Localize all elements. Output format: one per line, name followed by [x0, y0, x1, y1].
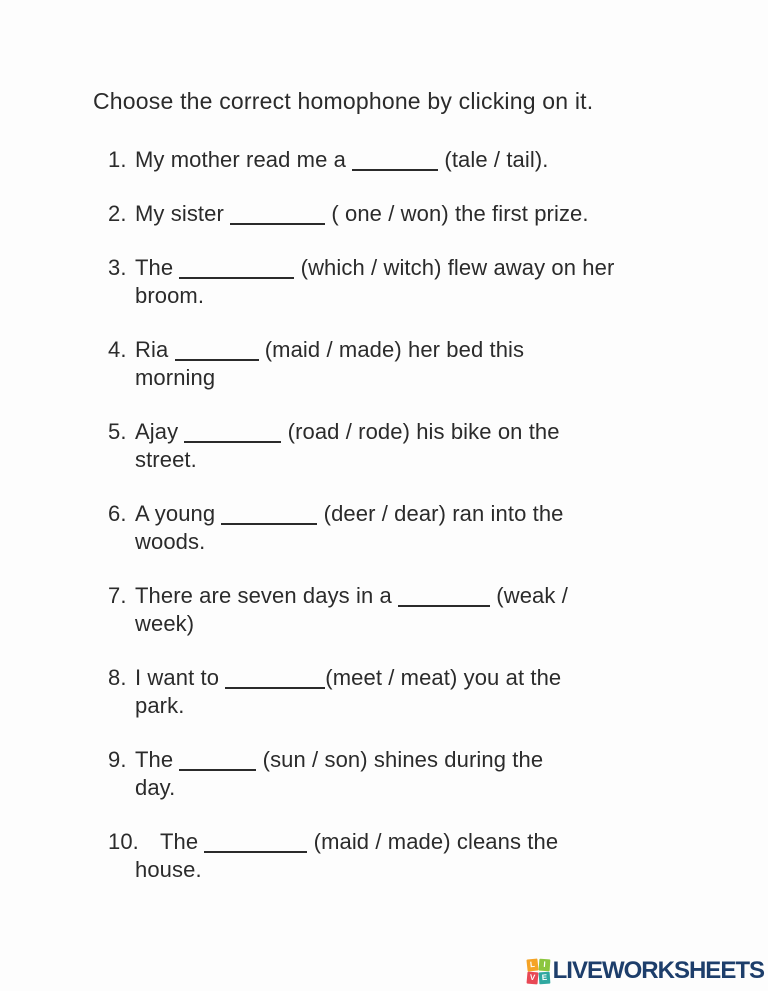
- answer-blank: [175, 339, 259, 361]
- question-item: [90, 500, 728, 556]
- homophone-choice-maid[interactable]: maid: [321, 829, 370, 854]
- homophone-choice-won[interactable]: won: [400, 201, 442, 226]
- homophone-choice-one[interactable]: one: [344, 201, 382, 226]
- homophone-choice-deer[interactable]: deer: [331, 501, 376, 526]
- answer-blank: [221, 503, 317, 525]
- homophone-choice-witch[interactable]: witch: [383, 255, 435, 280]
- question-item: [90, 418, 728, 474]
- answer-blank: [204, 831, 307, 853]
- item-text: A young (deer / dear) ran into the woods.: [135, 501, 564, 554]
- homophone-choice-dear[interactable]: dear: [394, 501, 439, 526]
- homophone-choice-which[interactable]: which: [308, 255, 365, 280]
- homophone-choice-made[interactable]: made: [338, 337, 395, 362]
- answer-blank: [225, 667, 325, 689]
- question-item: [90, 146, 728, 174]
- liveworksheets-brand-text: LIVEWORKSHEETS: [552, 957, 764, 984]
- homophone-choice-road[interactable]: road: [295, 419, 340, 444]
- logo-square-l: L: [526, 958, 538, 971]
- answer-blank: [230, 203, 325, 225]
- question-item: [90, 746, 728, 802]
- item-text: My sister ( one / won) the first prize.: [135, 201, 589, 226]
- homophone-choice-rode[interactable]: rode: [358, 419, 403, 444]
- item-number: 8.: [108, 665, 127, 690]
- worksheet-instructions: Choose the correct homophone by clicking on it.: [93, 88, 594, 114]
- liveworksheets-logo: [527, 957, 764, 985]
- item-number: 9.: [108, 747, 127, 772]
- question-item: [90, 664, 728, 720]
- homophone-choice-maid[interactable]: maid: [272, 337, 321, 362]
- item-number: 4.: [108, 337, 127, 362]
- homophone-choice-made[interactable]: made: [387, 829, 444, 854]
- answer-blank: [352, 149, 438, 171]
- item-number: 7.: [108, 583, 127, 608]
- homophone-choice-meat[interactable]: meat: [400, 665, 450, 690]
- logo-square-v: V: [526, 971, 538, 984]
- homophone-choice-tale[interactable]: tale: [451, 147, 488, 172]
- item-text: The (maid / made) cleans the house.: [135, 829, 559, 882]
- answer-blank: [179, 749, 256, 771]
- items-list: [90, 146, 728, 884]
- question-item: [90, 254, 728, 310]
- item-text: Ria (maid / made) her bed this morning: [135, 337, 525, 390]
- item-text: I want to (meet / meat) you at the park.: [135, 665, 562, 718]
- logo-square-e: E: [538, 971, 550, 984]
- item-number: 2.: [108, 201, 127, 226]
- homophone-choice-tail[interactable]: tail: [506, 147, 535, 172]
- item-text: My mother read me a (tale / tail).: [135, 147, 549, 172]
- homophone-choice-weak[interactable]: weak: [503, 583, 556, 608]
- item-number: 3.: [108, 255, 127, 280]
- answer-blank: [179, 257, 294, 279]
- item-text: The (which / witch) flew away on her broom.: [135, 255, 615, 308]
- question-item: [90, 336, 728, 392]
- question-item: [90, 582, 728, 638]
- item-number: 5.: [108, 419, 127, 444]
- question-item: [90, 828, 728, 884]
- liveworksheets-logo-icon: [527, 959, 550, 984]
- item-text: There are seven days in a (weak / week): [135, 583, 568, 636]
- logo-square-i: I: [538, 958, 550, 971]
- question-item: [90, 200, 728, 228]
- answer-blank: [398, 585, 490, 607]
- item-number: 6.: [108, 501, 127, 526]
- homophone-choice-sun[interactable]: sun: [270, 747, 306, 772]
- homophone-choice-son[interactable]: son: [324, 747, 361, 772]
- item-text: The (sun / son) shines during the day.: [135, 747, 544, 800]
- item-number: 10.: [108, 829, 139, 854]
- item-number: 1.: [108, 147, 127, 172]
- item-text: Ajay (road / rode) his bike on the street.: [135, 419, 560, 472]
- homophone-choice-week[interactable]: week: [135, 611, 187, 636]
- answer-blank: [184, 421, 281, 443]
- homophone-choice-meet[interactable]: meet: [332, 665, 383, 690]
